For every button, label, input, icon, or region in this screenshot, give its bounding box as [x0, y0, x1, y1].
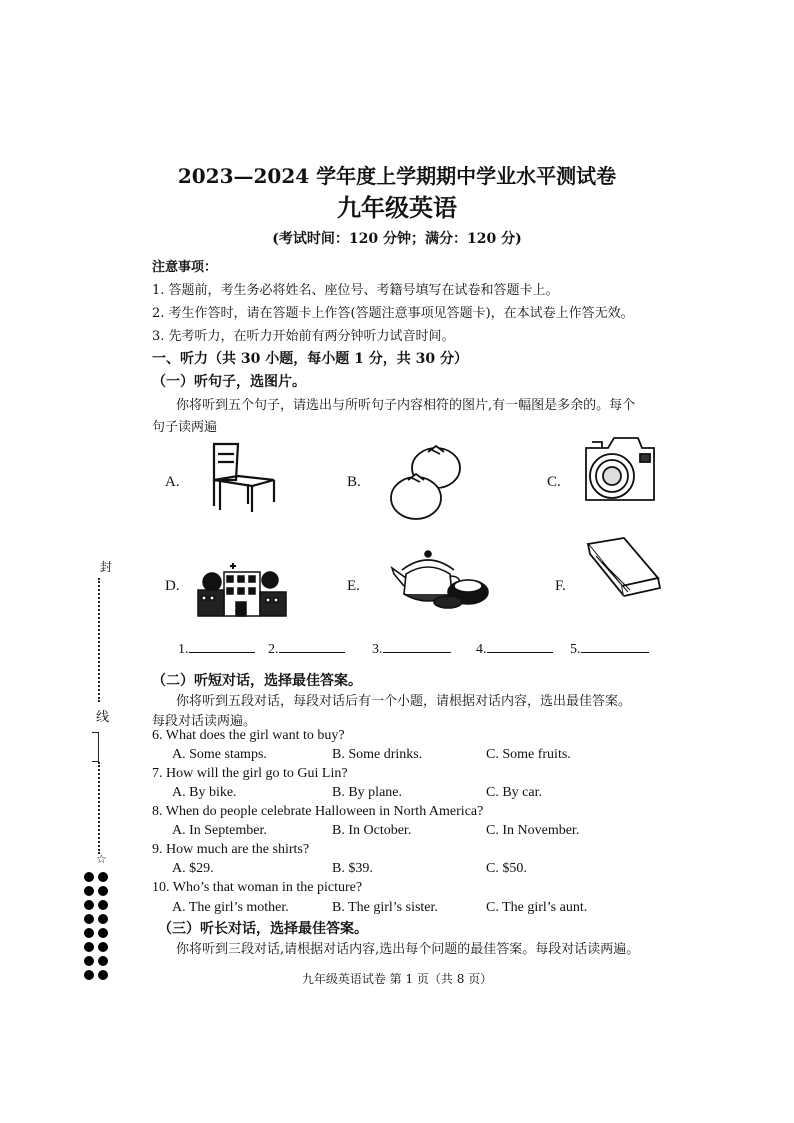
part3-heading: （三）听长对话，选择最佳答案。: [158, 921, 368, 937]
note-item-3: 3. 先考听力，在听力开始前有两分钟听力试音时间。: [152, 329, 455, 344]
hospital-icon: [196, 560, 288, 618]
question-7-option-c[interactable]: C. By car.: [486, 785, 542, 800]
camera-icon: [578, 430, 660, 510]
question-8: 8. When do people celebrate Halloween in North America?: [152, 804, 484, 819]
answer-blank-1[interactable]: 1.: [178, 640, 255, 658]
picture-label-d: D.: [165, 578, 180, 594]
part2-heading: （二）听短对话，选择最佳答案。: [152, 673, 362, 689]
margin-mark-seal: 封: [100, 560, 113, 574]
answer-blank-3[interactable]: 3.: [372, 640, 451, 658]
part1-instruction-1: 你将听到五个句子，请选出与所听句子内容相符的图片,有一幅图是多余的。每个: [176, 398, 636, 413]
question-6: 6. What does the girl want to buy?: [152, 728, 345, 743]
picture-label-a: A.: [165, 474, 180, 490]
book-icon: [584, 534, 664, 610]
margin-dotted-line-upper: [98, 578, 104, 702]
exam-title: 2023—2024 学年度上学期期中学业水平测试卷: [177, 164, 617, 188]
question-8-option-a[interactable]: A. In September.: [172, 823, 267, 838]
part1-heading: （一）听句子，选图片。: [152, 374, 306, 390]
question-6-option-c[interactable]: C. Some fruits.: [486, 747, 571, 762]
margin-dotted-line-lower: [98, 762, 104, 854]
part3-instruction: 你将听到三段对话,请根据对话内容,选出每个问题的最佳答案。每段对话读两遍。: [176, 942, 640, 957]
page-footer: 九年级英语试卷 第 1 页（共 8 页）: [301, 972, 493, 986]
picture-label-b: B.: [347, 474, 361, 490]
part2-instruction-2: 每段对话读两遍。: [152, 714, 257, 729]
question-7-option-b[interactable]: B. By plane.: [332, 785, 402, 800]
tomatoes-icon: [388, 440, 468, 522]
exam-subject: 九年级英语: [337, 193, 457, 222]
question-10-option-b[interactable]: B. The girl’s sister.: [332, 900, 438, 915]
picture-label-c: C.: [547, 474, 561, 490]
margin-star-icon: ☆: [96, 852, 107, 866]
margin-mark-line: 线: [96, 710, 110, 725]
question-8-option-b[interactable]: B. In October.: [332, 823, 412, 838]
question-9-option-c[interactable]: C. $50.: [486, 861, 527, 876]
question-9-option-b[interactable]: B. $39.: [332, 861, 373, 876]
question-9-option-a[interactable]: A. $29.: [172, 861, 214, 876]
question-7-option-a[interactable]: A. By bike.: [172, 785, 237, 800]
notes-heading: 注意事项：: [152, 260, 218, 275]
section1-heading: 一、听力（共 30 小题，每小题 1 分，共 30 分）: [152, 351, 468, 367]
question-9: 9. How much are the shirts?: [152, 842, 310, 857]
question-7: 7. How will the girl go to Gui Lin?: [152, 766, 348, 781]
question-8-option-c[interactable]: C. In November.: [486, 823, 580, 838]
question-6-option-a[interactable]: A. Some stamps.: [172, 747, 267, 762]
question-10: 10. Who’s that woman in the picture?: [152, 880, 363, 895]
part2-instruction-1: 你将听到五段对话，每段对话后有一个小题，请根据对话内容，选出最佳答案。: [176, 694, 632, 709]
answer-blank-5[interactable]: 5.: [570, 640, 649, 658]
note-item-1: 1. 答题前，考生务必将姓名、座位号、考籍号填写在试卷和答题卡上。: [152, 283, 559, 298]
teapot-icon: [388, 546, 496, 612]
picture-label-e: E.: [347, 578, 360, 594]
exam-info: (考试时间：120 分钟；满分：120 分): [272, 231, 522, 247]
answer-blank-4[interactable]: 4.: [476, 640, 553, 658]
answer-blank-2[interactable]: 2.: [268, 640, 345, 658]
picture-label-f: F.: [555, 578, 566, 594]
chair-icon: [200, 440, 280, 515]
note-item-2: 2. 考生作答时，请在答题卡上作答(答题注意事项见答题卡)，在本试卷上作答无效。: [152, 306, 634, 321]
question-10-option-c[interactable]: C. The girl’s aunt.: [486, 900, 588, 915]
question-10-option-a[interactable]: A. The girl’s mother.: [172, 900, 289, 915]
margin-bracket: [92, 732, 99, 762]
question-6-option-b[interactable]: B. Some drinks.: [332, 747, 423, 762]
part1-instruction-2: 句子读两遍: [152, 420, 218, 435]
